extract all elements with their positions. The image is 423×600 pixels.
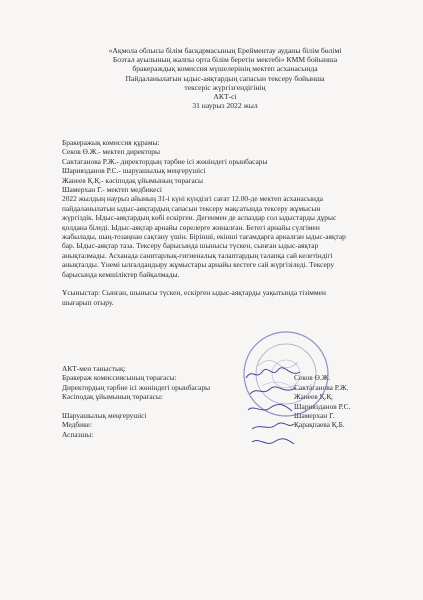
paragraph-line: анықталмады. Асханада санитарлық-гигиеналық талаптардың талапқа сай келетіндігі (62, 250, 333, 260)
signature-name: Шариязданов Р.С. (294, 401, 351, 411)
signature-intro: АКТ-мен таныстық: (62, 364, 126, 373)
signature-row (62, 402, 382, 411)
paragraph-line: 2022 жылдың наурыз айының 31-і күні күндізгі сағат 12.00-де мектеп асханасында (62, 194, 324, 204)
paragraph-line: қолдана біледі. Ыдыс-аяқтар арнайы сөрелерге жиналған. Бетегі арнайы сүлгімен (62, 222, 320, 232)
header-line: Бозтал ауылының жалпы орта білім беретін мектебі» КММ бойынша (112, 55, 338, 65)
signature-row (62, 392, 382, 401)
commission-member: Сактаганова Р.Ж.- директордың тәрбие ісі жөніндегі орынбасары (62, 156, 268, 166)
header-line: Пайдаланылатын ыдыс-аяқтардың сапасын тексеру бойынша (125, 73, 325, 83)
paragraph-line: бар. Ыдыс-аяқтар таза. Тексеру барысында шынысы түскен, сынған ыдыс-аяқтар (62, 241, 319, 251)
signature-name: Секов Ө.Ж. (294, 373, 331, 383)
signature-role: Шаруашылық меңгерушісі (62, 410, 147, 420)
signature-row (62, 411, 382, 420)
commission-member: Шамерхан Г.- мектеп медбикесі (62, 185, 162, 195)
signature-role: Бракераж комиссиясының төрағасы: (62, 373, 177, 383)
paragraph-line: жабылады, шаң-тозаңнан сақтану үшін. Біріншi, екінші тағамдарға арналған ыдыс-аяқтар (62, 232, 346, 242)
signature-role: Аспазшы: (62, 429, 94, 439)
document-header (60, 46, 390, 110)
act-date: 31 наурыз 2022 жыл (192, 101, 258, 111)
header-line: бракераждық комиссия мүшелерінің мектеп асханасында (132, 64, 318, 74)
commission-member: Жанеев Қ.Қ.- кәсіподақ ұйымының төрағасы (62, 175, 203, 185)
signature-role: Медбике: (62, 420, 92, 430)
signature-scribble-icon (248, 384, 300, 398)
header-line: тексеріс жүргізгендігінің (184, 82, 266, 92)
signature-block (62, 364, 382, 439)
signature-name: Сактаганова Р.Ж. (294, 382, 349, 392)
signature-scribble-icon (244, 366, 304, 382)
signature-row (62, 383, 382, 392)
document-body (62, 138, 392, 307)
signature-name: Жанеев Қ.Қ. (294, 392, 334, 402)
signature-row (62, 430, 382, 439)
signature-role: Кәсіподақ ұйымының төрағасы: (62, 392, 163, 402)
paragraph-line: анықталды. Үнемі ылғалдандыру жұмыстары арнайы кестеге сай жүргізіледі. Тексеру (62, 260, 335, 270)
act-title: АКТ-сі (213, 92, 237, 102)
paragraph-line: барысында кемшіліктер байқалмады. (62, 269, 180, 279)
signature-role: Директордың тәрбие ісі жөніндегі орынбасары (62, 382, 211, 392)
commission-title: Бракеражық комиссия құрамы: (62, 138, 160, 147)
signature-row (62, 373, 382, 382)
proposal-line: шығарып отыру. (62, 297, 114, 307)
signature-name: Шамерхан Г. (294, 410, 335, 420)
signature-scribble-icon (250, 436, 296, 448)
proposal-line: Ұсыныстар: Сынған, шынысы түскен, ескірген ыдыс-аяқтарды уақытында тізіммен (62, 288, 326, 298)
commission-member: Секов Ө.Ж.- мектеп директоры (62, 147, 160, 157)
paragraph-line: пайдаланылатын ыдыс-аяқтардың сапасын тексеру мақсатында тексеру жұмысын (62, 203, 321, 213)
header-line: «Ақмола облысы білім басқармасының Ерейментау ауданы білім бөлімі (108, 46, 342, 55)
signature-name: Қарақпаева Қ.Б. (294, 420, 345, 430)
commission-member: Шариязданов Р.С.- шаруашылық меңгерушісі (62, 166, 206, 176)
signature-row (62, 420, 382, 429)
signature-scribble-icon (250, 420, 296, 432)
signature-scribble-icon (246, 402, 296, 416)
paragraph-line: жүргіздік. Ыдыс-аяқтардың көбі ескірген. Дегенмен де аспаздар сол ыдыстарды дұрыс (62, 213, 337, 223)
